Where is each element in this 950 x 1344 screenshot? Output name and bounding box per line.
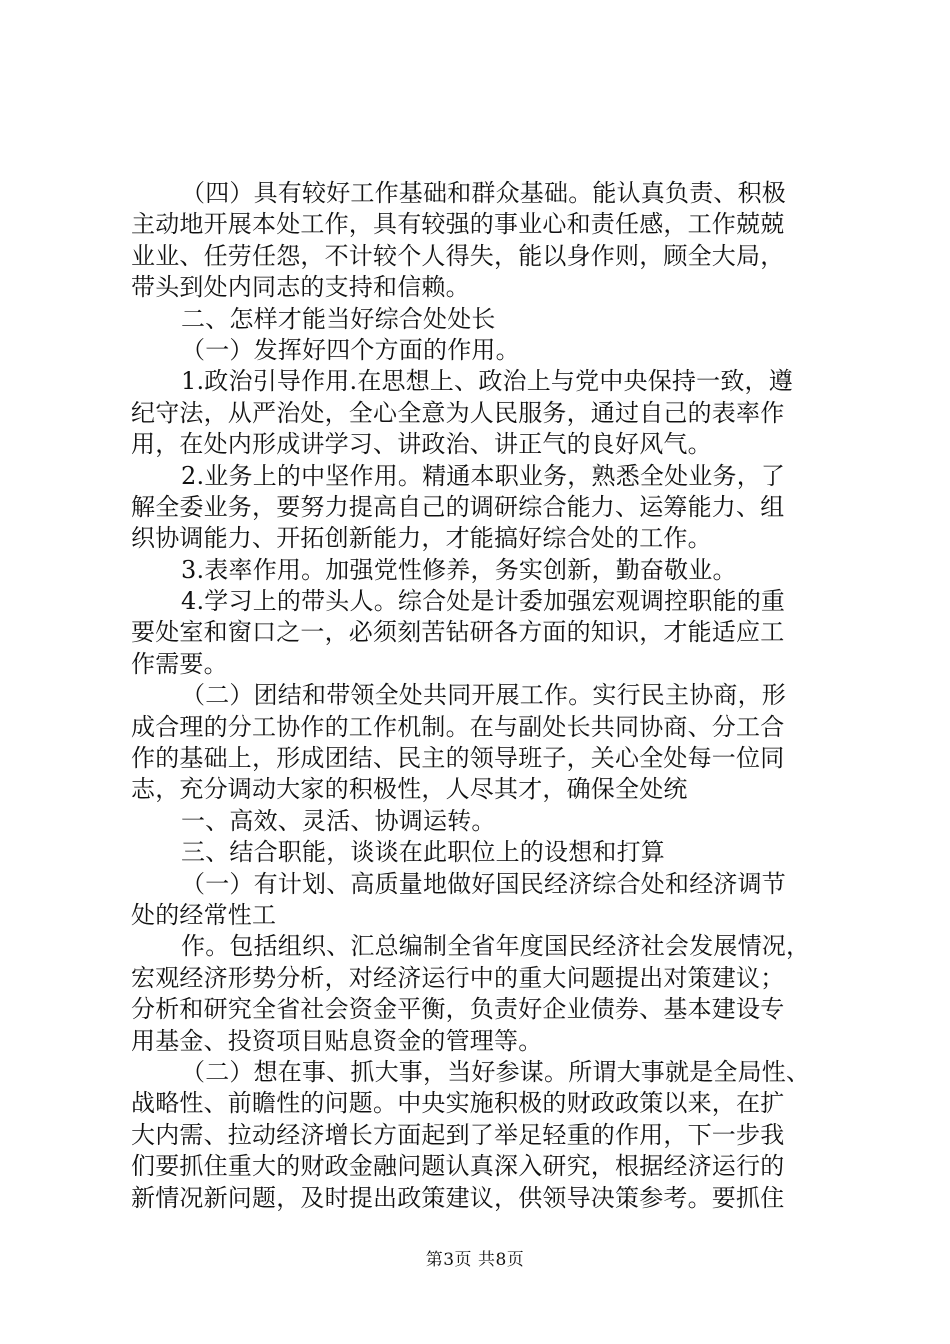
text-line: 新情况新问题，及时提出政策建议，供领导决策参考。要抓住 (131, 1183, 785, 1212)
text-line: （一）有计划、高质量地做好国民经济综合处和经济调节 (181, 869, 786, 898)
text-line: （一）发挥好四个方面的作用。 (181, 335, 520, 364)
text-line: 分析和研究全省社会资金平衡，负责好企业债券、基本建设专 (131, 995, 785, 1024)
text-line: 处的经常性工 (131, 900, 277, 929)
text-line: 纪守法，从严治处，全心全意为人民服务，通过自己的表率作 (131, 398, 785, 427)
text-line: 一、高效、灵活、协调运转。 (181, 806, 496, 835)
page-footer: 第3页 共8页 (425, 1250, 525, 1270)
text-line: 二、怎样才能当好综合处处长 (181, 304, 496, 333)
text-line: 4.学习上的带头人。综合处是计委加强宏观调控职能的重 (181, 587, 786, 616)
text-line: 大内需、拉动经济增长方面起到了举足轻重的作用，下一步我 (131, 1120, 785, 1149)
text-line: 业业、任劳任怨，不计较个人得失，能以身作则，顾全大局， (131, 241, 785, 270)
text-line: 用基金、投资项目贴息资金的管理等。 (131, 1026, 543, 1055)
text-line: 战略性、前瞻性的问题。中央实施积极的财政政策以来，在扩 (131, 1089, 785, 1118)
text-line: 作。包括组织、汇总编制全省年度国民经济社会发展情况， (181, 932, 811, 961)
text-line: 成合理的分工协作的工作机制。在与副处长共同协商、分工合 (131, 712, 785, 741)
text-line: 志，充分调动大家的积极性，人尽其才，确保全处统 (131, 775, 688, 804)
text-line: 三、结合职能，谈谈在此职位上的设想和打算 (181, 838, 665, 867)
text-line: 1.政治引导作用.在思想上、政治上与党中央保持一致，遵 (181, 367, 793, 396)
text-line: 用，在处内形成讲学习、讲政治、讲正气的良好风气。 (131, 430, 712, 459)
text-line: 们要抓住重大的财政金融问题认真深入研究，根据经济运行的 (131, 1152, 785, 1181)
text-line: 织协调能力、开拓创新能力，才能搞好综合处的工作。 (131, 524, 712, 553)
text-line: 3.表率作用。加强党性修养，务实创新，勤奋敬业。 (181, 555, 737, 584)
text-line: 2.业务上的中坚作用。精通本职业务，熟悉全处业务，了 (181, 461, 786, 490)
text-line: 作需要。 (131, 649, 228, 678)
text-line: （二）想在事、抓大事，当好参谋。所谓大事就是全局性、 (181, 1057, 811, 1086)
text-line: 带头到处内同志的支持和信赖。 (131, 273, 470, 302)
document-body (131, 178, 831, 1214)
text-line: （四）具有较好工作基础和群众基础。能认真负责、积极 (181, 179, 786, 207)
text-line: 主动地开展本处工作，具有较强的事业心和责任感，工作兢兢 (131, 210, 785, 239)
text-line: 宏观经济形势分析，对经济运行中的重大问题提出对策建议； (131, 963, 785, 992)
text-line: （二）团结和带领全处共同开展工作。实行民主协商，形 (181, 681, 786, 710)
text-line: 解全委业务，要努力提高自己的调研综合能力、运筹能力、组 (131, 492, 785, 521)
text-line: 要处室和窗口之一，必须刻苦钻研各方面的知识，才能适应工 (131, 618, 785, 647)
text-line: 作的基础上，形成团结、民主的领导班子，关心全处每一位同 (131, 744, 785, 773)
